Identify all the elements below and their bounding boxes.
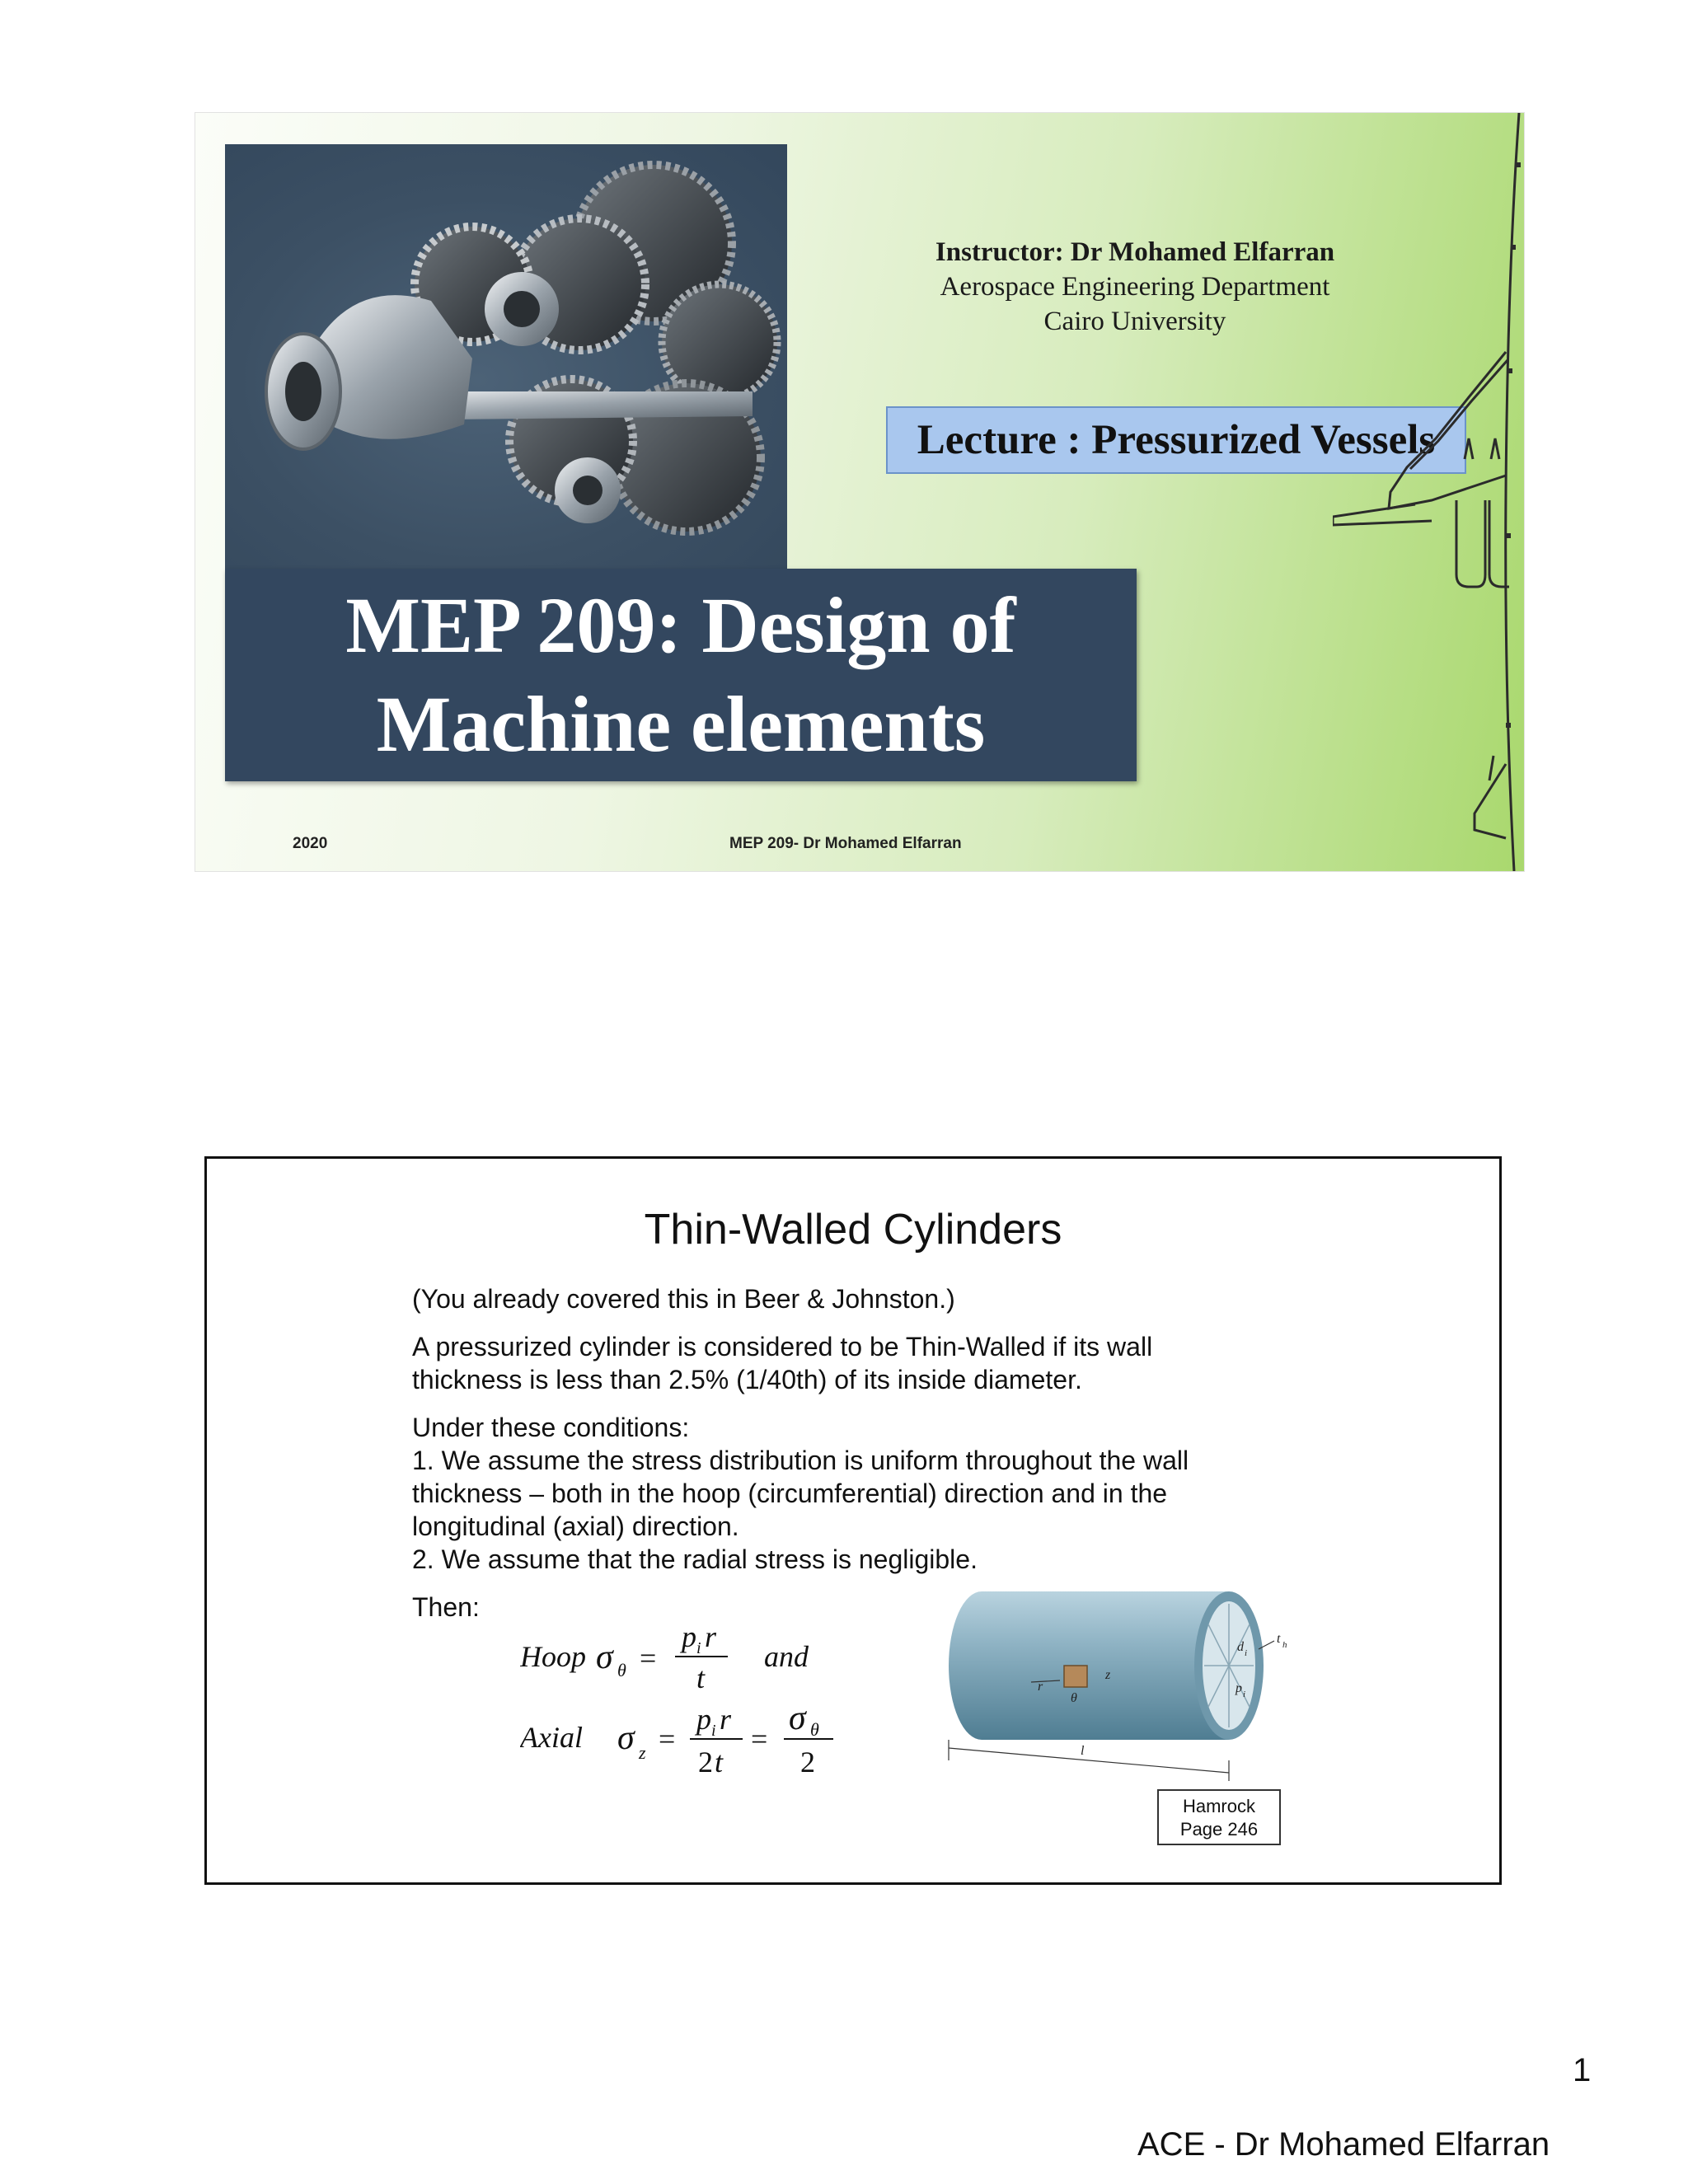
svg-text:=: = (751, 1722, 768, 1755)
svg-text:t: t (696, 1661, 706, 1694)
svg-text:2: 2 (800, 1746, 815, 1779)
svg-text:i: i (696, 1639, 701, 1657)
svg-text:t: t (715, 1746, 724, 1779)
label-di-sub: i (1245, 1648, 1248, 1658)
label-th-sub: h (1282, 1640, 1287, 1650)
reference-box (1157, 1789, 1281, 1845)
label-l: l (1081, 1744, 1085, 1758)
university: Cairo University (1043, 307, 1226, 336)
hoop-label: Hoop (520, 1640, 586, 1673)
condition-1: 1. We assume the stress distribution is uniform throughout the wall thickness – both in the hoop (circumferential) direction and in the longitudinal (axial) direction. (412, 1446, 1189, 1541)
gearbox-illustration (225, 144, 787, 573)
label-di: d (1237, 1640, 1244, 1654)
course-title-line-1: MEP 209: Design of (345, 581, 1016, 669)
svg-text:σ: σ (596, 1638, 613, 1676)
cylinder-figure (932, 1575, 1311, 1789)
title-slide (195, 112, 1525, 872)
aircraft-outline-icon (1333, 113, 1524, 871)
axial-label: Axial (520, 1721, 583, 1754)
svg-text:=: = (659, 1722, 676, 1755)
page-number: 1 (1573, 2052, 1592, 2088)
slide-title: Thin-Walled Cylinders (644, 1206, 1062, 1254)
course-title-line-2: Machine elements (376, 680, 986, 768)
label-r: r (1038, 1680, 1043, 1694)
content-slide (204, 1156, 1502, 1885)
slide-footer-year: 2020 (293, 835, 328, 852)
and-word: and (764, 1640, 809, 1673)
svg-text:i: i (711, 1722, 716, 1740)
instructor-info (888, 235, 1382, 339)
svg-text:σ: σ (789, 1699, 806, 1737)
svg-text:θ: θ (617, 1660, 626, 1680)
definition-text: A pressurized cylinder is considered to be Thin-Walled if its wall thickness is less than 2.5% (1/40th) of its inside diameter. (412, 1332, 1153, 1394)
label-th: t (1277, 1632, 1281, 1646)
svg-text:σ: σ (617, 1719, 635, 1757)
course-title-box (225, 569, 1137, 781)
stress-formulas (520, 1627, 866, 1783)
svg-text:θ: θ (810, 1719, 819, 1740)
label-pi: p (1236, 1681, 1242, 1695)
svg-text:2: 2 (698, 1746, 713, 1779)
svg-text:p: p (682, 1627, 696, 1653)
department: Aerospace Engineering Department (940, 272, 1330, 302)
svg-text:r: r (705, 1627, 717, 1653)
reference-line-1: Hamrock (1182, 1796, 1255, 1816)
svg-text:z: z (639, 1742, 646, 1763)
svg-text:p: p (696, 1703, 711, 1736)
instructor-name: Instructor: Dr Mohamed Elfarran (935, 237, 1335, 267)
label-theta: θ (1071, 1691, 1077, 1705)
gearbox-image (225, 144, 787, 573)
label-z: z (1105, 1668, 1111, 1682)
then-text: Then: (412, 1592, 480, 1622)
page-footer: ACE - Dr Mohamed Elfarran (1137, 2126, 1550, 2163)
intro-text: (You already covered this in Beer & Johnston.) (412, 1284, 955, 1314)
condition-2: 2. We assume that the radial stress is negligible. (412, 1544, 978, 1574)
svg-text:=: = (640, 1642, 657, 1675)
reference-line-2: Page 246 (1179, 1819, 1259, 1840)
slide-footer-author: MEP 209- Dr Mohamed Elfarran (729, 835, 962, 852)
lecture-title: Lecture : Pressurized Vessels (886, 406, 1466, 474)
svg-text:r: r (720, 1703, 732, 1736)
conditions-block (412, 1411, 1236, 1576)
label-pi-sub: i (1243, 1690, 1246, 1699)
conditions-heading: Under these conditions: (412, 1413, 690, 1442)
